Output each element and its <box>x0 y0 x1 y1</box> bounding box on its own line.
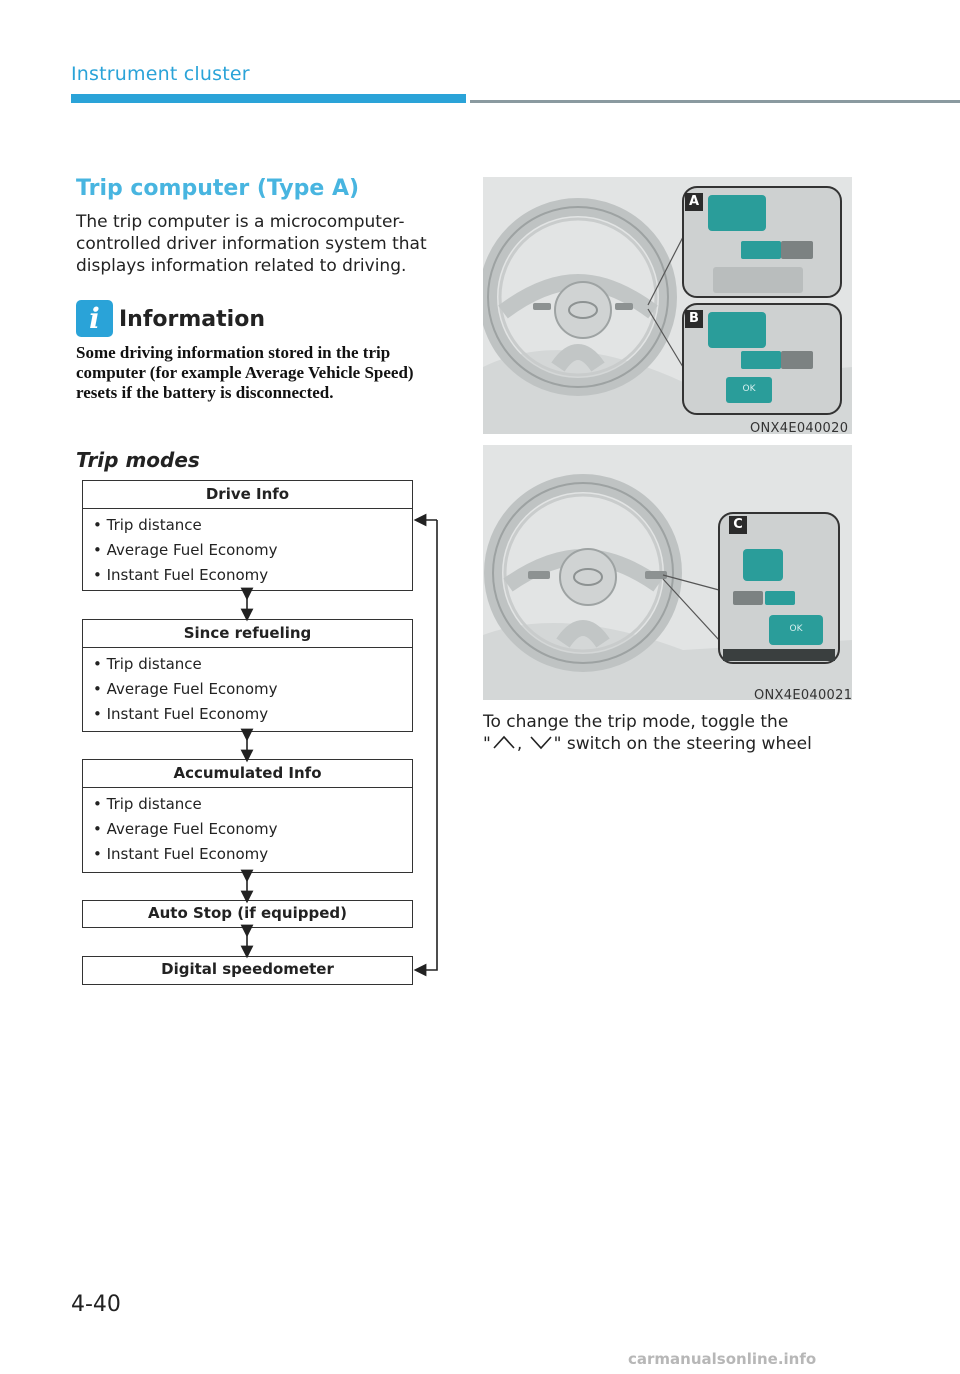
steering-wheel-figure-2 <box>483 445 852 700</box>
page-number: 4-40 <box>71 1292 121 1317</box>
information-title: Information <box>119 307 265 332</box>
instruction-rest: " switch on the steering wheel <box>553 734 812 754</box>
figure-caption: ONX4E040020 <box>750 421 849 436</box>
steering-wheel-illustration <box>483 445 852 700</box>
mode-name: Auto Stop (if equipped) <box>148 904 347 922</box>
callout-label: C <box>729 516 747 534</box>
mode-item: • Instant Fuel Economy <box>93 705 269 723</box>
mode-name: Digital speedometer <box>161 960 334 978</box>
instruction-line-1: To change the trip mode, toggle the <box>483 712 789 732</box>
mode-item: • Instant Fuel Economy <box>93 845 269 863</box>
intro-paragraph: The trip computer is a microcomputer-controlled driver information system that displays information related to driving. <box>76 212 427 276</box>
instruction-paragraph <box>483 711 863 755</box>
section-title: Trip computer (Type A) <box>76 176 360 201</box>
header-section-title: Instrument cluster <box>71 63 250 85</box>
mode-item: • Instant Fuel Economy <box>93 566 269 584</box>
separator: , <box>516 734 523 754</box>
chevron-up-icon <box>491 734 517 750</box>
ok-button-label: OK <box>789 624 803 634</box>
mode-name: Accumulated Info <box>83 760 412 788</box>
information-body: Some driving information stored in the trip computer (for example Average Vehicle Speed) resets if the battery is disconnected. <box>76 343 414 402</box>
figure-caption: ONX4E040021 <box>754 688 853 703</box>
ok-button-label: OK <box>742 384 756 394</box>
mode-item: • Average Fuel Economy <box>93 541 278 559</box>
callout-label: B <box>685 310 703 328</box>
mode-item: • Trip distance <box>93 516 202 534</box>
mode-item: • Trip distance <box>93 655 202 673</box>
quote-open: " <box>483 734 491 754</box>
mode-item: • Average Fuel Economy <box>93 680 278 698</box>
mode-name: Drive Info <box>83 481 412 509</box>
chevron-down-icon <box>528 734 554 750</box>
trip-modes-title: Trip modes <box>76 448 200 472</box>
mode-item: • Average Fuel Economy <box>93 820 278 838</box>
steering-wheel-illustration <box>483 177 852 434</box>
instruction-line-2 <box>483 733 863 755</box>
callout-label: A <box>685 193 703 211</box>
watermark: carmanualsonline.info <box>628 1350 817 1368</box>
info-icon: i <box>76 300 113 337</box>
loop-arrow-icon <box>420 520 437 970</box>
steering-wheel-figure-1 <box>483 177 852 434</box>
mode-name: Since refueling <box>83 620 412 648</box>
mode-item: • Trip distance <box>93 795 202 813</box>
